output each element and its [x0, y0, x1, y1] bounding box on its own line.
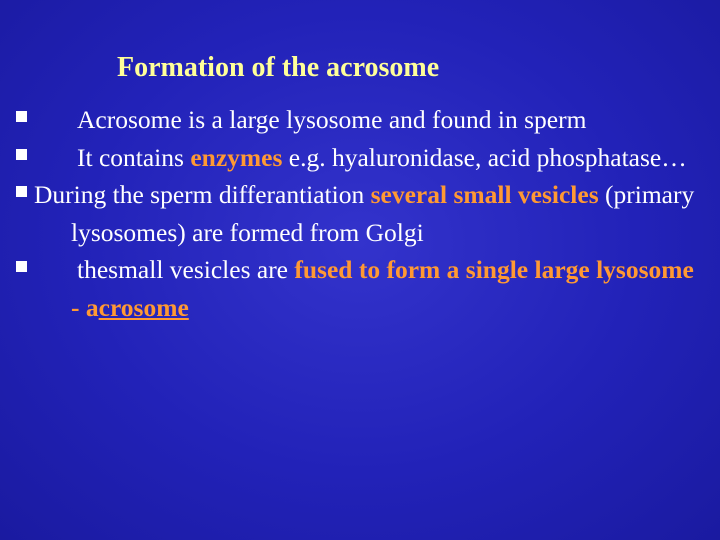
bullet-1-part-1: Acrosome is a large lysosome and found in — [77, 105, 525, 134]
square-bullet-icon — [16, 139, 38, 177]
bullet-4-highlight: fused to form a single large lysosome — [294, 255, 694, 284]
square-bullet-icon — [16, 101, 38, 139]
bullet-3-part-1: During the sperm differantiation — [34, 180, 371, 209]
bullet-1-part-2: sperm — [524, 105, 587, 134]
bullet-4-underlined: crosome — [98, 292, 189, 322]
bullet-2-part-3: e.g. hyaluronidase, acid phosphatase… — [282, 142, 687, 172]
bullet-4-highlight-2: - a — [71, 292, 99, 322]
bullet-list — [16, 101, 706, 326]
bullet-3-text — [34, 180, 695, 247]
bullet-item-4 — [16, 251, 706, 326]
bullet-2-part-1: It contains — [77, 142, 191, 172]
bullet-item-2 — [16, 139, 706, 177]
square-bullet-icon — [16, 251, 38, 289]
square-bullet-icon — [16, 176, 38, 214]
bullet-item-1 — [16, 101, 706, 139]
bullet-4-part-1: thesmall vesicles are — [77, 255, 295, 284]
bullet-1-text — [71, 105, 586, 134]
bullet-3-highlight: several small vesicles — [370, 180, 599, 209]
bullet-2-highlight: enzymes — [190, 142, 283, 172]
bullet-item-3 — [16, 176, 706, 251]
bullet-2-text — [71, 143, 687, 172]
bullet-3-part-3: (primary lysosomes) are formed from Golgi — [71, 180, 695, 247]
bullet-4-text — [71, 255, 694, 322]
slide-title: Formation of the acrosome — [117, 52, 440, 83]
